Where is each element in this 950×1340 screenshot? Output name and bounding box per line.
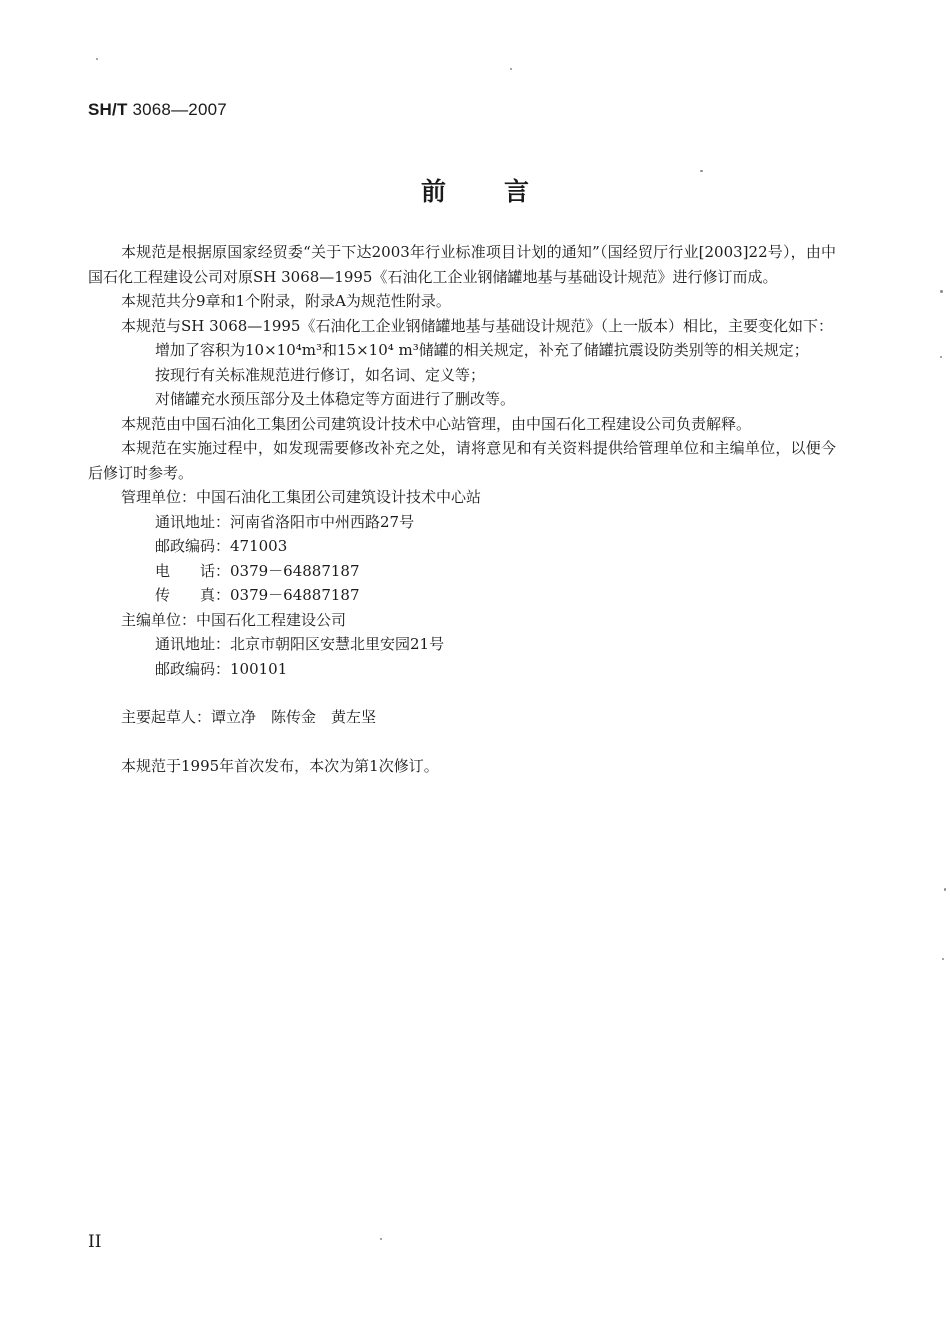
blank-line	[88, 730, 836, 754]
scan-speck	[940, 290, 943, 293]
paragraph-origin: 本规范是根据原国家经贸委“关于下达2003年行业标准项目计划的通知”（国经贸厅行业[2003]22号），由中国石化工程建设公司对原SH 3068—1995《石油化工企业钢储罐地基与基础设计规范》进行修订而成。	[88, 243, 836, 286]
change-item-terms: 按现行有关标准规范进行修订，如名词、定义等；	[155, 365, 486, 384]
publication-history: 本规范于1995年首次发布，本次为第1次修订。	[121, 756, 439, 775]
paragraph-structure: 本规范共分9章和1个附录，附录A为规范性附录。	[121, 292, 451, 310]
scan-speck	[700, 170, 703, 172]
management-fax: 传 真：0379－64887187	[155, 586, 360, 604]
document-code-prefix: SH/T	[88, 100, 128, 119]
paragraph-changes-intro: 本规范与SH 3068—1995《石油化工企业钢储罐地基与基础设计规范》（上一版本）相比，主要变化如下：	[121, 316, 833, 335]
management-address: 通讯地址：河南省洛阳市中州西路27号	[155, 512, 415, 531]
change-item-capacity: 增加了容积为10×10⁴m³和15×10⁴ m³储罐的相关规定，补充了储罐抗震设防类别等的相关规定；	[155, 341, 809, 359]
blank-line	[88, 681, 836, 705]
page-title: 前言	[420, 177, 587, 206]
paragraph-feedback: 本规范在实施过程中，如发现需要修改补充之处，请将意见和有关资料提供给管理单位和主编单位，以便今后修订时参考。	[88, 439, 836, 482]
scan-speck	[96, 58, 98, 60]
page-number: II	[88, 1232, 102, 1252]
management-postcode: 邮政编码：471003	[155, 537, 288, 555]
document-code	[88, 100, 227, 120]
main-drafters: 主要起草人：谭立净 陈传金 黄左坚	[121, 708, 377, 726]
scan-speck	[940, 356, 942, 358]
editor-unit: 主编单位：中国石化工程建设公司	[121, 610, 347, 629]
editor-postcode: 邮政编码：100101	[155, 659, 288, 678]
paragraph-management: 本规范由中国石油化工集团公司建筑设计技术中心站管理，由中国石化工程建设公司负责解释。	[121, 414, 752, 433]
scan-speck	[942, 958, 944, 960]
scan-speck	[510, 68, 512, 70]
change-item-preload: 对储罐充水预压部分及土体稳定等方面进行了删改等。	[155, 390, 516, 408]
scan-speck	[380, 1238, 382, 1240]
scan-speck	[944, 888, 946, 891]
foreword-body	[88, 240, 836, 778]
document-code-number: 3068—2007	[132, 100, 227, 119]
editor-address: 通讯地址：北京市朝阳区安慧北里安园21号	[155, 635, 445, 653]
management-unit: 管理单位：中国石油化工集团公司建筑设计技术中心站	[121, 488, 482, 506]
management-phone: 电 话：0379－64887187	[155, 561, 360, 580]
